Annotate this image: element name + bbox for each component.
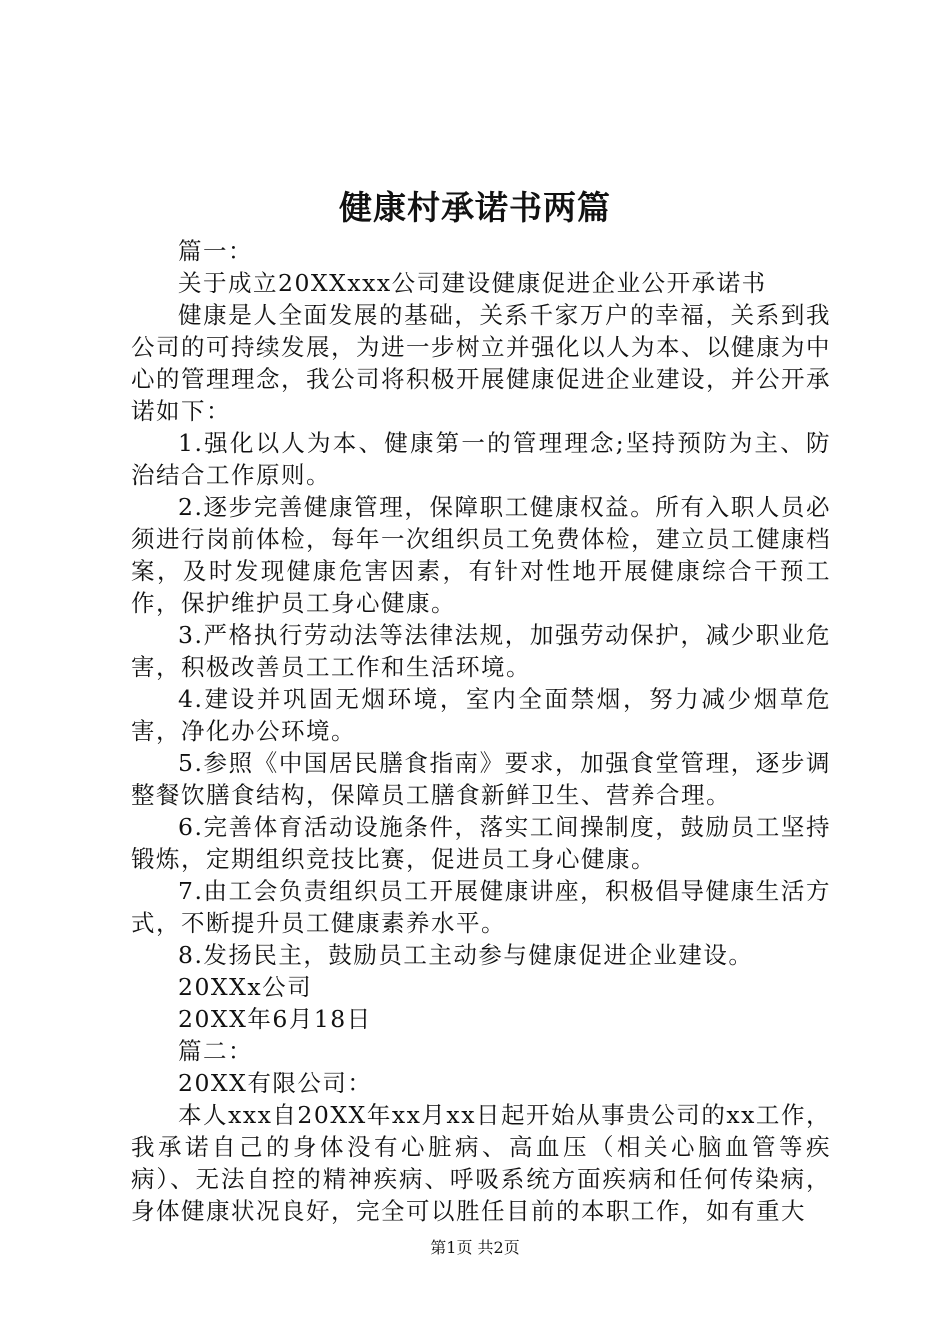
paragraph-item-2: 2.逐步完善健康管理，保障职工健康权益。所有入职人员必须进行岗前体检，每年一次组织员工免费体检，建立员工健康档案，及时发现健康危害因素，有针对性地开展健康综合干预工作，保护维护员工身心健康。 (131, 493, 831, 617)
paragraph-item-3: 3.严格执行劳动法等法律法规，加强劳动保护，减少职业危害，积极改善员工工作和生活环境。 (131, 621, 831, 681)
addressee: 20XX有限公司： (178, 1069, 373, 1097)
signature-company: 20XXx公司 (178, 973, 313, 1001)
page-footer: 第1页 共2页 (430, 1238, 520, 1257)
document-title: 健康村承诺书两篇 (339, 188, 611, 227)
section-heading-2: 篇二： (178, 1037, 253, 1065)
paragraph-pledge: 本人xxx自20XX年xx月xx日起开始从事贵公司的xx工作，我承诺自己的身体没有心脏病、高血压（相关心脑血管等疾病）、无法自控的精神疾病、呼吸系统方面疾病和任何传染病，身体健康状况良好，完全可以胜任目前的本职工作，如有重大 (131, 1101, 831, 1225)
paragraph-item-4: 4.建设并巩固无烟环境，室内全面禁烟，努力减少烟草危害，净化办公环境。 (131, 685, 831, 745)
paragraph-item-5: 5.参照《中国居民膳食指南》要求，加强食堂管理，逐步调整餐饮膳食结构，保障员工膳食新鲜卫生、营养合理。 (131, 749, 831, 809)
document-body (131, 235, 831, 1227)
commitment-title: 关于成立20XXxxx公司建设健康促进企业公开承诺书 (178, 269, 767, 297)
paragraph-item-1: 1.强化以人为本、健康第一的管理理念;坚持预防为主、防治结合工作原则。 (131, 429, 831, 489)
signature-date: 20XX年6月18日 (178, 1005, 372, 1033)
paragraph-item-6: 6.完善体育活动设施条件，落实工间操制度，鼓励员工坚持锻炼，定期组织竞技比赛，促进员工身心健康。 (131, 813, 831, 873)
paragraph-intro: 健康是人全面发展的基础，关系千家万户的幸福，关系到我公司的可持续发展，为进一步树立并强化以人为本、以健康为中心的管理理念，我公司将积极开展健康促进企业建设，并公开承诺如下： (131, 301, 831, 425)
section-heading-1: 篇一： (178, 237, 253, 265)
paragraph-item-8: 8.发扬民主，鼓励员工主动参与健康促进企业建设。 (178, 941, 754, 969)
paragraph-item-7: 7.由工会负责组织员工开展健康讲座，积极倡导健康生活方式，不断提升员工健康素养水平。 (131, 877, 831, 937)
